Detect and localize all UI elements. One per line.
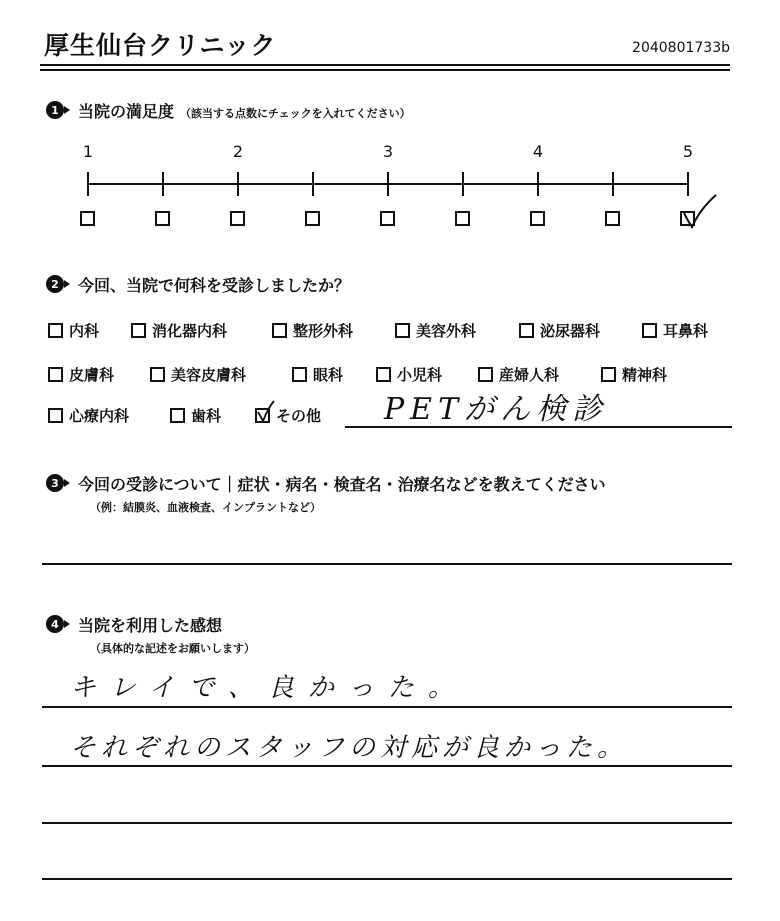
satisfaction-checkbox-7[interactable] bbox=[530, 211, 545, 226]
question-1-label: 当院の満足度 bbox=[78, 102, 175, 121]
department-label: その他 bbox=[276, 407, 322, 425]
question-3-badge: 3 bbox=[46, 474, 64, 492]
scale-label-5: 5 bbox=[682, 142, 694, 161]
department-label: 内科 bbox=[69, 322, 100, 340]
question-2-title: 今回、当院で何科を受診しましたか？ bbox=[78, 276, 351, 295]
satisfaction-checkbox-8[interactable] bbox=[605, 211, 620, 226]
department-label: 眼科 bbox=[313, 366, 344, 384]
department-label: 消化器内科 bbox=[152, 322, 228, 340]
question-4-answer-2: それぞれのスタッフの対応が良かった。 bbox=[70, 733, 629, 763]
department-label: 耳鼻科 bbox=[663, 322, 709, 340]
department-checkbox[interactable] bbox=[601, 367, 616, 382]
department-option[interactable] bbox=[48, 364, 114, 385]
question-1-note: （該当する点数にチェックを入れてください） bbox=[180, 107, 411, 120]
department-checkbox[interactable] bbox=[48, 367, 63, 382]
department-option[interactable] bbox=[601, 364, 667, 385]
department-option[interactable] bbox=[292, 364, 343, 385]
department-option[interactable] bbox=[519, 320, 600, 341]
department-option[interactable] bbox=[376, 364, 442, 385]
scale-tick bbox=[462, 172, 464, 196]
question-4-note: （具体的な記述をお願いします） bbox=[90, 642, 255, 655]
question-3-title: 今回の受診について｜症状・病名・検査名・治療名などを教えてください bbox=[78, 475, 606, 494]
department-checkbox[interactable] bbox=[170, 408, 185, 423]
header-rule-top bbox=[40, 64, 730, 66]
scale-tick bbox=[312, 172, 314, 196]
handwritten-check-icon bbox=[682, 193, 718, 229]
question-4-answer-line-4 bbox=[42, 878, 732, 880]
department-label: 整形外科 bbox=[293, 322, 354, 340]
department-label: 美容外科 bbox=[416, 322, 477, 340]
question-4-answer-line-1 bbox=[42, 706, 732, 708]
scale-tick bbox=[387, 172, 389, 196]
question-1-badge: 1 bbox=[46, 101, 64, 119]
scale-label-4: 4 bbox=[532, 142, 544, 161]
header-rule-bottom bbox=[40, 69, 730, 71]
department-option[interactable] bbox=[48, 405, 129, 426]
department-option[interactable] bbox=[478, 364, 559, 385]
department-option[interactable] bbox=[48, 320, 99, 341]
question-1-title bbox=[78, 99, 411, 122]
department-checkbox[interactable] bbox=[395, 323, 410, 338]
department-option[interactable] bbox=[150, 364, 246, 385]
department-checkbox[interactable] bbox=[292, 367, 307, 382]
department-label: 皮膚科 bbox=[69, 366, 115, 384]
other-answer-line bbox=[345, 426, 732, 428]
scale-label-3: 3 bbox=[382, 142, 394, 161]
department-label: 小児科 bbox=[397, 366, 443, 384]
satisfaction-checkbox-5[interactable] bbox=[380, 211, 395, 226]
scale-tick bbox=[537, 172, 539, 196]
question-4-title: 当院を利用した感想 bbox=[78, 616, 223, 635]
question-3-example: （例：結膜炎、血液検査、インプラントなど） bbox=[90, 501, 321, 514]
scale-tick bbox=[237, 172, 239, 196]
department-label: 歯科 bbox=[191, 407, 222, 425]
satisfaction-checkbox-4[interactable] bbox=[305, 211, 320, 226]
scale-label-2: 2 bbox=[232, 142, 244, 161]
satisfaction-checkbox-2[interactable] bbox=[155, 211, 170, 226]
question-4-answer-line-3 bbox=[42, 822, 732, 824]
question-2-badge: 2 bbox=[46, 275, 64, 293]
question-4-badge: 4 bbox=[46, 615, 64, 633]
department-checkbox[interactable] bbox=[272, 323, 287, 338]
department-checkbox[interactable] bbox=[131, 323, 146, 338]
document-id: 2040801733b bbox=[632, 40, 730, 56]
scale-tick bbox=[87, 172, 89, 196]
department-checkbox[interactable] bbox=[150, 367, 165, 382]
department-option[interactable] bbox=[642, 320, 708, 341]
clinic-title: 厚生仙台クリニック bbox=[44, 31, 277, 60]
department-checkbox[interactable] bbox=[255, 408, 270, 423]
satisfaction-checkbox-6[interactable] bbox=[455, 211, 470, 226]
question-4-answer-1: キレイで、良かった。 bbox=[70, 673, 468, 703]
department-checkbox[interactable] bbox=[478, 367, 493, 382]
satisfaction-checkbox-1[interactable] bbox=[80, 211, 95, 226]
department-option[interactable] bbox=[170, 405, 221, 426]
question-4-answer-line-2 bbox=[42, 765, 732, 767]
scale-label-1: 1 bbox=[82, 142, 94, 161]
scale-tick bbox=[612, 172, 614, 196]
department-label: 泌尿器科 bbox=[540, 322, 601, 340]
department-checkbox[interactable] bbox=[642, 323, 657, 338]
satisfaction-checkbox-3[interactable] bbox=[230, 211, 245, 226]
department-label: 美容皮膚科 bbox=[171, 366, 247, 384]
department-label: 産婦人科 bbox=[499, 366, 560, 384]
handwritten-check-icon bbox=[255, 400, 277, 422]
scale-tick bbox=[162, 172, 164, 196]
department-checkbox[interactable] bbox=[48, 323, 63, 338]
department-label: 精神科 bbox=[622, 366, 668, 384]
department-checkbox[interactable] bbox=[519, 323, 534, 338]
department-option[interactable] bbox=[272, 320, 353, 341]
department-option[interactable] bbox=[131, 320, 227, 341]
department-label: 心療内科 bbox=[69, 407, 130, 425]
other-answer-handwritten: PETがん検診 bbox=[384, 392, 609, 427]
department-checkbox[interactable] bbox=[376, 367, 391, 382]
department-option[interactable] bbox=[255, 405, 321, 426]
question-3-answer-line bbox=[42, 563, 732, 565]
department-checkbox[interactable] bbox=[48, 408, 63, 423]
department-option[interactable] bbox=[395, 320, 476, 341]
